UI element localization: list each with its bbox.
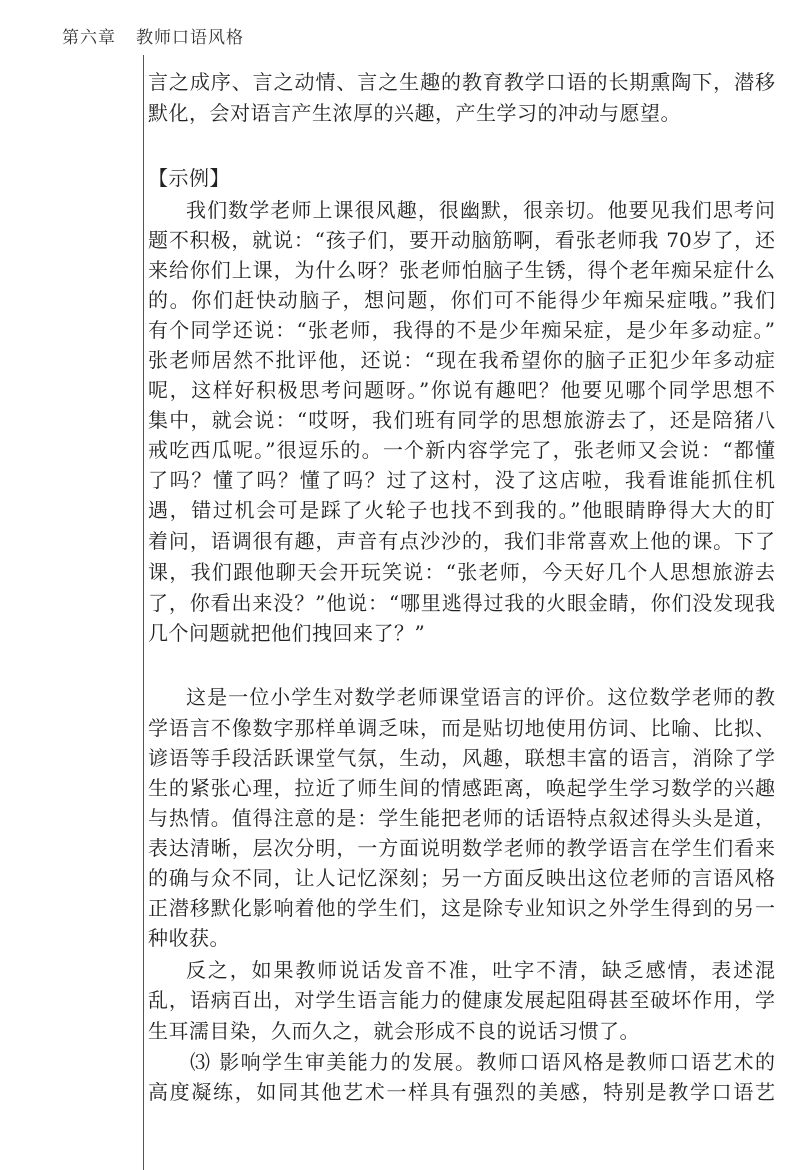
example-line: 的。你们赶快动脑子，想问题，你们可不能得少年痴呆症哦。”我们 [148, 288, 775, 312]
chapter-number: 第六章 [62, 28, 116, 48]
example-line: 有个同学还说：“张老师，我得的不是少年痴呆症，是少年多动症。” [148, 318, 775, 342]
analysis-line: 这是一位小学生对数学老师课堂语言的评价。这位数学老师的教 [186, 685, 775, 709]
example-line: 着问，语调很有趣，声音有点沙沙的，我们非常喜欢上他的课。下了 [148, 529, 775, 553]
analysis-line: 正潜移默化影响着他的学生们，这是除专业知识之外学生得到的另一 [148, 896, 775, 920]
contrast-line: 生耳濡目染，久而久之，就会形成不良的说话习惯了。 [148, 1019, 640, 1043]
analysis-line: 与热情。值得注意的是：学生能把老师的话语特点叙述得头头是道， [148, 806, 775, 830]
point3-line: 高度凝练，如同其他艺术一样具有强烈的美感，特别是教学口语艺 [148, 1080, 775, 1104]
example-line: 张老师居然不批评他，还说：“现在我希望你的脑子正犯少年多动症 [148, 348, 775, 372]
analysis-line: 表达清晰，层次分明，一方面说明数学老师的教学语言在学生们看来 [148, 836, 775, 860]
example-line: 了吗？懂了吗？懂了吗？过了这村，没了这店啦，我看谁能抓住机 [148, 468, 775, 492]
example-line: 来给你们上课，为什么呀？张老师怕脑子生锈，得个老年痴呆症什么 [148, 258, 775, 282]
contrast-line: 乱，语病百出，对学生语言能力的健康发展起阻碍甚至破坏作用，学 [148, 988, 775, 1012]
example-line: 课，我们跟他聊天会开玩笑说：“张老师，今天好几个人思想旅游去 [148, 560, 775, 584]
point3-line: ⑶ 影响学生审美能力的发展。教师口语风格是教师口语艺术的 [190, 1050, 775, 1074]
running-header [62, 26, 244, 50]
example-line: 遇，错过机会可是踩了火轮子也找不到我的。”他眼睛睁得大大的盯 [148, 498, 775, 522]
example-line: 了，你看出来没？”他说：“哪里逃得过我的火眼金睛，你们没发现我 [148, 591, 775, 615]
example-label: 【示例】 [148, 166, 230, 190]
analysis-line: 学语言不像数字那样单调乏味，而是贴切地使用仿词、比喻、比拟、 [148, 716, 775, 740]
analysis-line: 生的紧张心理，拉近了师生间的情感距离，唤起学生学习数学的兴趣 [148, 776, 775, 800]
intro-line: 默化，会对语言产生浓厚的兴趣，产生学习的冲动与愿望。 [148, 101, 681, 125]
analysis-line: 种收获。 [148, 926, 230, 950]
example-line: 我们数学老师上课很风趣，很幽默，很亲切。他要见我们思考问 [186, 198, 775, 222]
intro-line: 言之成序、言之动情、言之生趣的教育教学口语的长期熏陶下，潜移 [148, 70, 775, 94]
chapter-title: 教师口语风格 [136, 28, 244, 48]
example-line: 几个问题就把他们拽回来了？” [148, 621, 426, 645]
margin-rule [143, 55, 144, 1170]
analysis-line: 的确与众不同，让人记忆深刻；另一方面反映出这位老师的言语风格 [148, 866, 775, 890]
example-line: 戒吃西瓜呢。”很逗乐的。一个新内容学完了，张老师又会说：“都懂 [148, 438, 775, 462]
example-line: 题不积极，就说：“孩子们，要开动脑筋啊，看张老师我 70岁了，还 [148, 228, 775, 252]
example-line: 呢，这样好积极思考问题呀。”你说有趣吧？他要见哪个同学思想不 [148, 378, 775, 402]
contrast-line: 反之，如果教师说话发音不准，吐字不清，缺乏感情，表述混 [186, 958, 775, 982]
example-line: 集中，就会说：“哎呀，我们班有同学的思想旅游去了，还是陪猪八 [148, 408, 775, 432]
analysis-line: 谚语等手段活跃课堂气氛，生动，风趣，联想丰富的语言，消除了学 [148, 746, 775, 770]
